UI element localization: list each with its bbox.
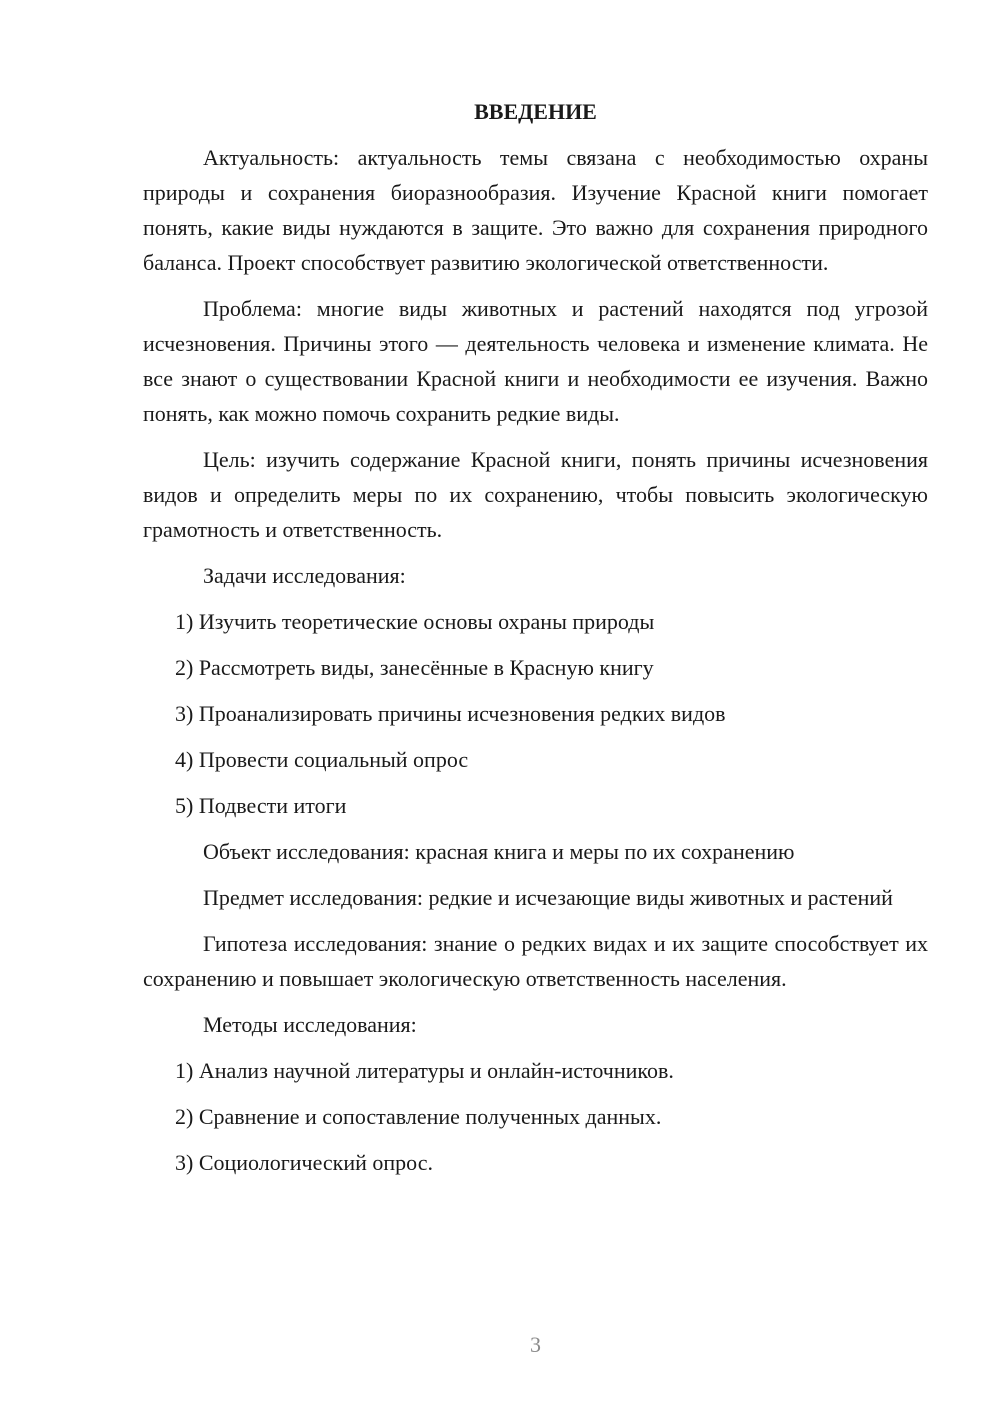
paragraph-hypothesis: Гипотеза исследования: знание о редких видах и их защите способствует их сохранению и повышает экологическую ответственность населения. xyxy=(143,931,928,991)
task-item-5: 5) Подвести итоги xyxy=(175,793,347,818)
methods-heading: Методы исследования: xyxy=(203,1012,417,1037)
paragraph-subject: Предмет исследования: редкие и исчезающие виды животных и растений xyxy=(203,885,893,910)
task-item-3: 3) Проанализировать причины исчезновения редких видов xyxy=(175,701,726,726)
task-item-1: 1) Изучить теоретические основы охраны природы xyxy=(175,609,655,634)
paragraph-goal: Цель: изучить содержание Красной книги, понять причины исчезновения видов и определить меры по их сохранению, чтобы повысить экологическую грамотность и ответственность. xyxy=(143,447,928,542)
paragraph-relevance: Актуальность: актуальность темы связана с необходимостью охраны природы и сохранения биоразнообразия. Изучение Красной книги помогает понять, какие виды нуждаются в защите. Это важно для сохранения природного баланса. Проект способствует развитию экологической ответственности. xyxy=(143,145,928,275)
method-item-2: 2) Сравнение и сопоставление полученных данных. xyxy=(175,1104,662,1129)
page-number: 3 xyxy=(530,1332,541,1357)
paragraph-problem: Проблема: многие виды животных и растений находятся под угрозой исчезновения. Причины этого — деятельность человека и изменение климата. Не все знают о существовании Красной книги и необходимости ее изучения. Важно понять, как можно помочь сохранить редкие виды. xyxy=(143,296,928,426)
task-item-2: 2) Рассмотреть виды, занесённые в Красную книгу xyxy=(175,655,654,680)
document-body xyxy=(143,94,928,1191)
paragraph-object: Объект исследования: красная книга и меры по их сохранению xyxy=(203,839,795,864)
method-item-1: 1) Анализ научной литературы и онлайн-источников. xyxy=(175,1058,674,1083)
task-item-4: 4) Провести социальный опрос xyxy=(175,747,469,772)
page-title: ВВЕДЕНИЕ xyxy=(474,99,597,124)
tasks-heading: Задачи исследования: xyxy=(203,563,406,588)
method-item-3: 3) Социологический опрос. xyxy=(175,1150,433,1175)
